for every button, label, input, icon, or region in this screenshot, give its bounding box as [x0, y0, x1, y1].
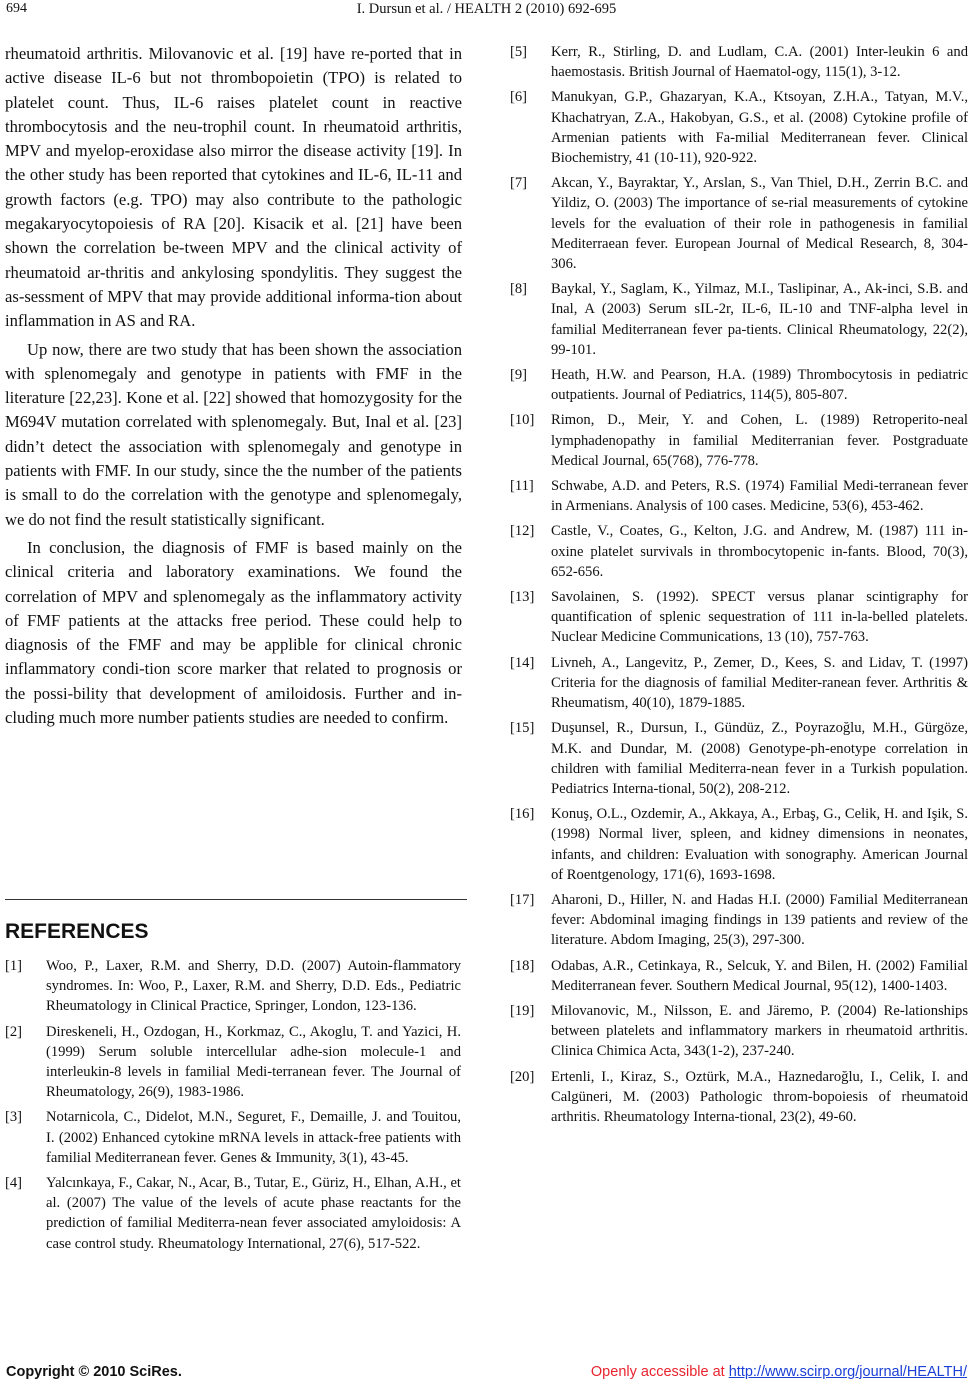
reference-number: [20]: [510, 1068, 535, 1085]
reference-text: Manukyan, G.P., Ghazaryan, K.A., Ktsoyan, Z.H.A., Tatyan, M.V., Khachatryan, Z.A., Hakobyan, G.S., et al. (2008) Cytokine profile of Armenian patients with Fa-milial Mediterranean fever. Clinical Biochemistry, 41 (10-11), 920-922.: [551, 89, 968, 167]
reference-item: [5, 1173, 461, 1254]
copyright-notice: Copyright © 2010 SciRes.: [6, 1364, 182, 1380]
section-divider: [5, 899, 467, 900]
reference-text: Livneh, A., Langevitz, P., Zemer, D., Kees, S. and Lidav, T. (1997) Criteria for the diagnosis of familial Mediter-ranean fever. Arthritis & Rheumatism, 40(10), 1879-1885.: [551, 654, 968, 712]
body-paragraph-2: Up now, there are two study that has been shown the association with splenomegaly and genotype in patients with FMF in the literature [22,23]. Kone et al. [22] showed that homozygosity for the M694V mutation correlated with splenomegaly. But, Inal et al. [23] didn’t detect the association with splenomegaly and genotype in patients with FMF. In our study, since the the number of the patients is small to do the correlation with the genotype and splenomegaly, we do not find the result statistically significant.: [5, 339, 462, 529]
reference-number: [13]: [510, 589, 535, 606]
reference-text: Direskeneli, H., Ozdogan, H., Korkmaz, C., Akoglu, T. and Yazici, H. (1999) Serum soluble intercellular adhe-sion molecule-1 and interleukin-8 levels in familial Medi-terranean fever. The Journal of Rheumatology, 26(9), 1983-1986.: [46, 1023, 461, 1101]
reference-list-right: [510, 42, 968, 1132]
reference-item: [5, 1022, 461, 1103]
reference-number: [19]: [510, 1002, 535, 1019]
reference-item: [510, 42, 968, 82]
reference-item: [510, 956, 968, 996]
reference-text: Notarnicola, C., Didelot, M.N., Seguret, F., Demaille, J. and Touitou, I. (2002) Enhanced cytokine mRNA levels in attack-free patients with familial Mediterranean fever. Genes & Immunity, 3(1), 43-45.: [46, 1109, 461, 1166]
reference-item: [510, 476, 968, 516]
reference-item: [510, 410, 968, 471]
reference-number: [9]: [510, 367, 528, 384]
reference-item: [510, 587, 968, 648]
reference-item: [510, 653, 968, 714]
reference-item: [510, 804, 968, 885]
reference-list-left: [5, 956, 461, 1259]
reference-item: [510, 718, 968, 799]
reference-text: Castle, V., Coates, G., Kelton, J.G. and Andrew, M. (1987) 111 in-oxine platelet survivals in thrombocytopenic in-fants. Blood, 70(3), 652-656.: [551, 523, 968, 580]
reference-text: Schwabe, A.D. and Peters, R.S. (1974) Familial Medi-terranean fever in Armenians. Analysis of 100 cases. Medicine, 53(6), 453-462.: [551, 478, 968, 515]
reference-number: [5]: [510, 44, 528, 60]
reference-item: [510, 173, 968, 274]
reference-text: Baykal, Y., Saglam, K., Yilmaz, M.I., Taslipinar, A., Ak-inci, S.B. and Inal, A (2003) Serum sIL-2r, IL-6, IL-10 and TNF-alpha level in familial Mediterranean fever pa-tients. Clinical Rheumatology, 22(2), 99-101.: [551, 281, 968, 358]
reference-item: [510, 279, 968, 360]
reference-text: Odabas, A.R., Cetinkaya, R., Selcuk, Y. and Bilen, H. (2002) Familial Mediterranean fever. Southern Medical Journal, 95(12), 1400-1403.: [551, 957, 968, 994]
reference-item: [510, 521, 968, 582]
reference-number: [15]: [510, 720, 535, 737]
reference-number: [12]: [510, 523, 535, 540]
reference-number: [1]: [5, 958, 23, 974]
reference-number: [2]: [5, 1023, 23, 1040]
reference-number: [14]: [510, 654, 535, 671]
reference-number: [6]: [510, 89, 528, 106]
reference-number: [4]: [5, 1175, 23, 1192]
reference-text: Konuş, O.L., Ozdemir, A., Akkaya, A., Erbaş, G., Celik, H. and Işik, S. (1998) Normal liver, spleen, and kidney dimensions in neonates, infants, and children: Evaluation with sonography. American Journal of Roentgenology, 171(6), 1693-1698.: [551, 806, 968, 883]
body-paragraph-1: rheumatoid arthritis. Milovanovic et al. [19] have re-ported that in active disease IL-6 but not thrombopoietin (TPO) is related to platelet count. Thus, IL-6 raises platelet count in reactive thrombocytosis and the neu-trophil count. In rheumatoid arthritis, MPV and myelop-eroxidase also mirror the disease activity [19]. In the other study has been reported that cytokines and IL-6, IL-11 and growth factors (e.g. TPO) may also contribute to the pathologic megakaryocytopoiesis of RA [20]. Kisacik et al. [21] have been shown the correlation be-tween MPV and the clinical activity of rheumatoid ar-thritis and ankylosing spondylitis. They suggest the as-sessment of MPV that may provide additional informa-tion about inflammation in AS and RA.: [5, 44, 462, 331]
reference-text: Woo, P., Laxer, R.M. and Sherry, D.D. (2007) Autoin-flammatory syndromes. In: Woo, P., Laxer, R.M. and Sherry, D.D. Eds., Pediatric Rheumatology in Clinical Practice, Springer, London, 123-136.: [46, 958, 461, 1015]
open-access-label: Openly accessible at: [590, 1364, 729, 1380]
reference-item: [510, 1001, 968, 1062]
reference-text: Duşunsel, R., Dursun, I., Gündüz, Z., Poyrazoğlu, M.H., Gürgöze, M.K. and Dundar, M. (2008) Genotype-ph-enotype correlation in children with familial Mediterra-nean fever in a Turkish population. Pediatrics Interna-tional, 50(2), 208-212.: [551, 720, 968, 797]
reference-text: Milovanovic, M., Nilsson, E. and Järemo, P. (2004) Re-lationships between platelets and inflammatory markers in rheumatoid arthritis. Clinica Chimica Acta, 343(1-2), 237-240.: [551, 1002, 968, 1060]
reference-text: Savolainen, S. (1992). SPECT versus planar scintigraphy for quantification of splenic sequestration of 111 in-la-belled platelets. Nuclear Medicine Communications, 13 (10), 757-763.: [551, 589, 968, 646]
open-access-notice: [591, 1364, 967, 1380]
reference-number: [18]: [510, 957, 535, 974]
reference-number: [11]: [510, 478, 534, 495]
reference-text: Aharoni, D., Hiller, N. and Hadas H.I. (2000) Familial Mediterranean fever: Abdominal imaging findings in 139 patients and review of the literature. Abdom Imaging, 25(3), 297-300.: [551, 891, 968, 949]
reference-item: [5, 1107, 461, 1168]
references-heading: REFERENCES: [5, 920, 149, 943]
body-paragraph-3: In conclusion, the diagnosis of FMF is based mainly on the clinical criteria and laboratory examinations. We found the correlation of MPV and splenomegaly as the inflammatory activity of FMF patients at the attacks free period. These could help to diagnosis of the FMF and may be applible for clinical chronic inflammatory condi-tion score marker that related to prognosis or the possi-bility that development of amiloidosis. Further and in-cluding much more number patients studies are needed to confirm.: [5, 537, 462, 728]
reference-item: [510, 365, 968, 405]
reference-item: [510, 1067, 968, 1128]
reference-text: Ertenli, I., Kiraz, S., Oztürk, M.A., Haznedaroğlu, I., Celik, I. and Calgüneri, M. (2003) Pathologic throm-bopoiesis of rheumatoid arthritis. Rheumatology Interna-tional, 23(2), 49-60.: [551, 1068, 968, 1125]
reference-number: [17]: [510, 891, 535, 908]
reference-text: Kerr, R., Stirling, D. and Ludlam, C.A. (2001) Inter-leukin 6 and haemostasis. British Journal of Haematol-ogy, 115(1), 3-12.: [551, 44, 968, 81]
reference-text: Yalcınkaya, F., Cakar, N., Acar, B., Tutar, E., Güriz, H., Elhan, A.H., et al. (2007) The value of the levels of acute phase reactants for the prediction of familial Mediterra-nean fever associated amyloidosis: A case control study. Rheumatology International, 27(6), 517-522.: [46, 1175, 461, 1252]
body-text-column: [5, 42, 462, 734]
reference-number: [10]: [510, 412, 535, 429]
reference-item: [510, 87, 968, 168]
reference-number: [8]: [510, 281, 528, 298]
reference-text: Heath, H.W. and Pearson, H.A. (1989) Thrombocytosis in pediatric outpatients. Journal of Pediatrics, 114(5), 805-807.: [551, 367, 968, 404]
reference-number: [16]: [510, 806, 535, 823]
reference-text: Akcan, Y., Bayraktar, Y., Arslan, S., Van Thiel, D.H., Zerrin B.C. and Yildiz, O. (2003) The importance of se-rial measurements of cytokine levels for the evaluation of their role in pathogenesis in familial Mediterraean fever. European Journal of Medical Research, 8, 304-306.: [551, 175, 968, 273]
page-number: 694: [6, 1, 27, 16]
reference-number: [3]: [5, 1109, 23, 1126]
reference-text: Rimon, D., Meir, Y. and Cohen, L. (1989) Retroperito-neal lymphadenopathy in familial Mediterranian fever. Postgraduate Medical Journal, 65(768), 776-778.: [551, 412, 968, 469]
reference-item: [5, 956, 461, 1017]
journal-link[interactable]: http://www.scirp.org/journal/HEALTH/: [728, 1364, 967, 1380]
reference-item: [510, 890, 968, 951]
reference-number: [7]: [510, 175, 528, 192]
running-head: I. Dursun et al. / HEALTH 2 (2010) 692-695: [356, 1, 617, 17]
